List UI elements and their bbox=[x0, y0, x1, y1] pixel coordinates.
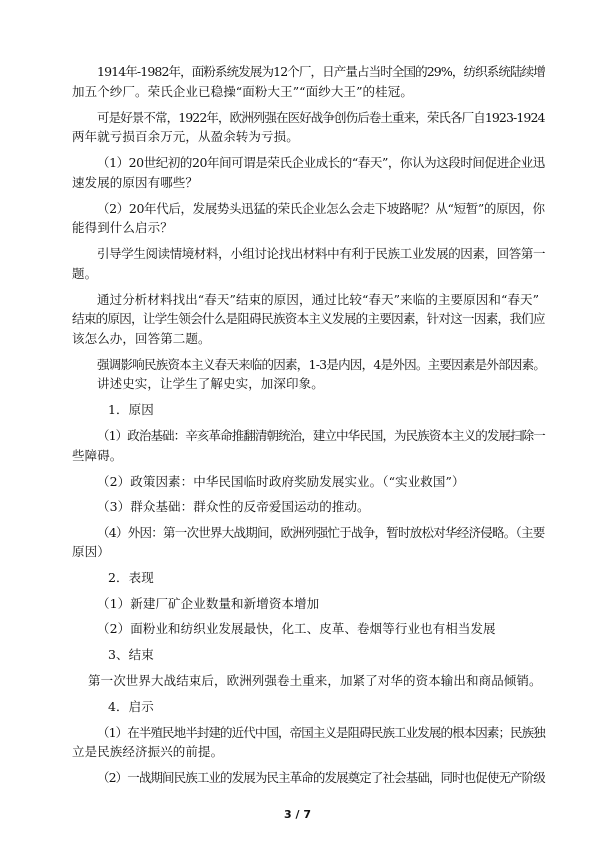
text-line: 速发展的原因有哪些？ bbox=[72, 174, 199, 190]
text-line: 结束的原因，让学生领会什么是阻碍民族资本主义发展的主要因素，针对这一因素，我们应 bbox=[72, 311, 545, 327]
text-line: 加五个纱厂。荣氏企业已稳操“面粉大王”“面纱大王”的桂冠。 bbox=[72, 83, 413, 99]
text-line: 两年就亏损百余万元，从盈余转为亏损。 bbox=[72, 129, 299, 145]
text-line: 引导学生阅读情境材料，小组讨论找出材料中有利于民族工业发展的因素，回答第一 bbox=[97, 246, 546, 261]
text-line: 题。 bbox=[72, 265, 98, 281]
text-line: 可是好景不常，1922年，欧洲列强在医好战争创伤后卷土重来，荣氏各厂自1923-1924 bbox=[97, 109, 545, 125]
text-line: 通过分析材料找出“春天”结束的原因，通过比较“春天”来临的主要原因和“春天” bbox=[97, 291, 540, 307]
text-line: 能得到什么启示？ bbox=[72, 220, 173, 236]
text-line: （2）政策因素：中华民国临时政府奖励发展实业。（“实业救国”） bbox=[97, 473, 465, 489]
text-line: 讲述史实，让学生了解史实，加深印象。 bbox=[97, 376, 324, 392]
text-line: （4）外因：第一次世界大战期间，欧洲列强忙于战争，暂时放松对华经济侵略。（主要 bbox=[97, 524, 545, 540]
text-line: （3）群众基础：群众性的反帝爱国运动的推动。 bbox=[97, 498, 370, 514]
text-line: 第一次世界大战结束后，欧洲列强卷土重来，加紧了对华的资本输出和商品倾销。 bbox=[88, 672, 542, 688]
text-line: （1）政治基础：辛亥革命推翻清朝统治，建立中华民国，为民族资本主义的发展扫除一 bbox=[97, 428, 545, 443]
text-line: （1）20世纪初的20年间可谓是荣氏企业成长的“春天”，你认为这段时间促进企业迅 bbox=[97, 155, 545, 170]
section-heading: 1．原因 bbox=[108, 402, 154, 418]
text-line: 立是民族经济振兴的前提。 bbox=[72, 744, 224, 760]
section-heading: 2．表现 bbox=[108, 570, 154, 585]
text-line: 该怎么办，回答第二题。 bbox=[72, 330, 211, 346]
text-line: （1）新建厂矿企业数量和新增资本增加 bbox=[97, 595, 320, 611]
text-line: 些障碍。 bbox=[72, 447, 123, 463]
text-line: （1）在半殖民地半封建的近代中国，帝国主义是阻碍民族工业发展的根本因素；民族独 bbox=[97, 724, 545, 740]
text-line: 原因） bbox=[72, 544, 110, 560]
text-line: （2）面粉业和纺织业发展最快，化工、皮革、卷烟等行业也有相当发展 bbox=[97, 621, 496, 636]
text-line: 强调影响民族资本主义春天来临的因素，1-3是内因，4是外因。主要因素是外部因素。 bbox=[97, 356, 546, 372]
section-heading: 4．启示 bbox=[108, 698, 154, 714]
page-number: 3 / 7 bbox=[284, 808, 311, 821]
text-line: 1914年-1982年，面粉系统发展为12个厂，日产量占当时全国的29%，纺织系统陆续增 bbox=[97, 64, 545, 79]
section-heading: 3、结束 bbox=[108, 646, 154, 662]
text-line: （2）一战期间民族工业的发展为民主革命的发展奠定了社会基础，同时也促使无产阶级 bbox=[97, 770, 545, 785]
text-line: （2）20年代后，发展势头迅猛的荣氏企业怎么会走下坡路呢？从“短暂”的原因，你 bbox=[97, 200, 545, 216]
